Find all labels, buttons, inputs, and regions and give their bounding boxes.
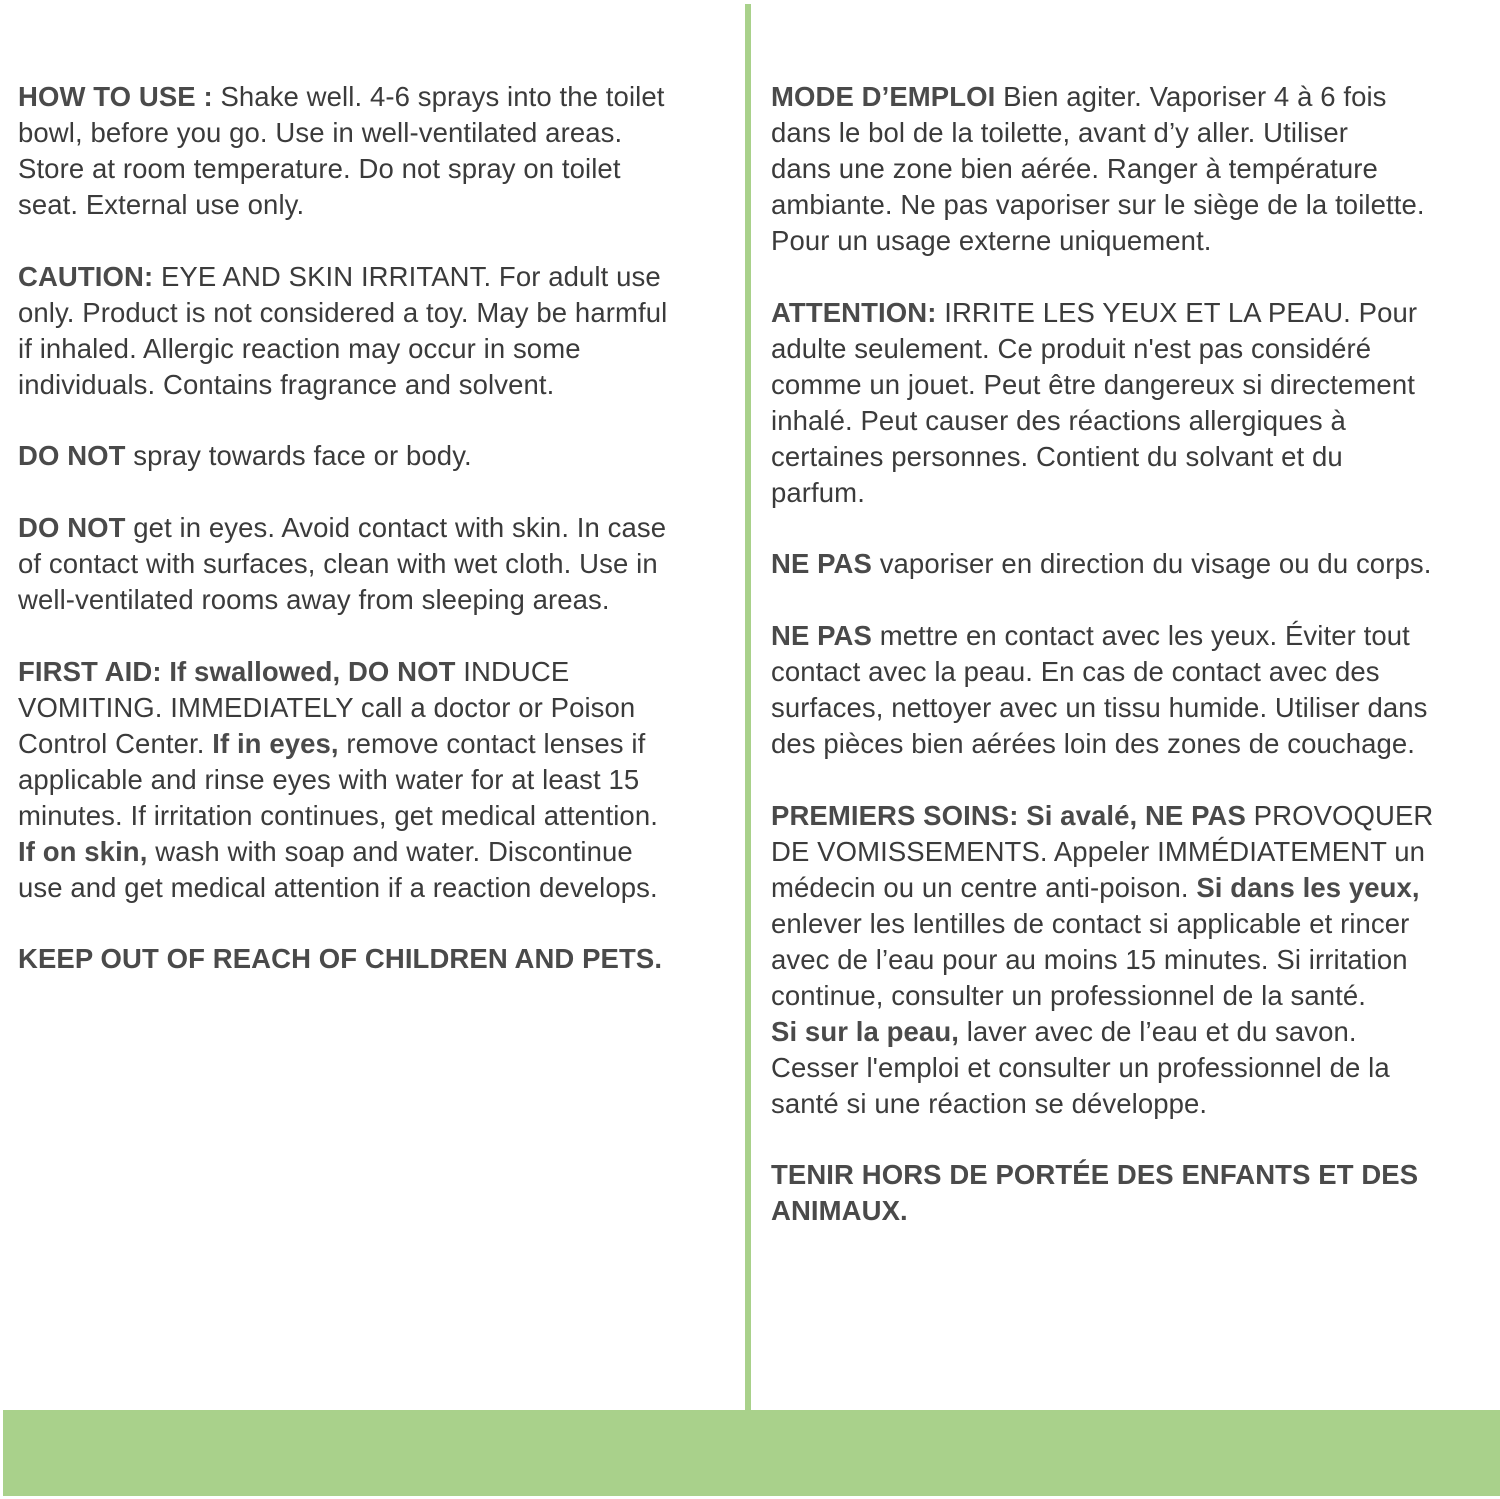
body-text: Pour un usage externe uniquement. (771, 225, 1212, 256)
body-text: EYE AND SKIN IRRITANT. For adult use (160, 260, 661, 292)
text-line (18, 367, 730, 403)
french-paragraph (771, 1157, 1496, 1229)
text-line (771, 1014, 1496, 1050)
bold-text: ATTENTION: (771, 296, 945, 328)
text-line (771, 870, 1496, 906)
text-line (771, 726, 1496, 762)
bold-text: FIRST AID: If swallowed, DO NOT (18, 655, 464, 687)
text-line (771, 439, 1496, 475)
text-line (771, 367, 1496, 403)
bold-text: MODE D’EMPLOI (771, 81, 1004, 112)
body-text: comme un jouet. Peut être dangereux si directement (771, 368, 1415, 400)
body-text: VOMITING. IMMEDIATELY call a doctor or Poison (18, 691, 636, 723)
body-text: Shake well. 4-6 sprays into the toilet (220, 81, 665, 112)
body-text: use and get medical attention if a reaction develops. (18, 871, 658, 903)
footer-bar (3, 1410, 1500, 1496)
french-paragraph (771, 295, 1496, 511)
text-line (771, 978, 1496, 1014)
text-line (18, 510, 730, 546)
body-text: certaines personnes. Contient du solvant et du (771, 440, 1343, 472)
french-paragraph (771, 546, 1496, 582)
body-text: mettre en contact avec les yeux. Éviter tout (879, 620, 1410, 652)
bold-text: DO NOT (18, 512, 134, 544)
text-line (18, 438, 730, 474)
english-paragraph (18, 510, 730, 618)
text-line (771, 295, 1496, 331)
text-line (771, 1050, 1496, 1086)
body-text: continue, consulter un professionnel de la santé. (771, 979, 1367, 1011)
english-instructions (18, 79, 730, 1013)
bold-text: Si dans les yeux, (1196, 871, 1420, 903)
english-paragraph (18, 654, 730, 906)
body-text: applicable and rinse eyes with water for at least 15 (18, 763, 640, 795)
french-paragraph (771, 618, 1496, 762)
french-paragraph (771, 798, 1496, 1122)
english-paragraph (18, 259, 730, 403)
body-text: remove contact lenses if (346, 727, 646, 759)
text-line (18, 546, 730, 582)
bold-text: CAUTION: (18, 260, 161, 292)
body-text: PROVOQUER (1253, 799, 1434, 831)
text-line (771, 690, 1496, 726)
body-text: contact avec la peau. En cas de contact avec des (771, 656, 1380, 688)
body-text: adulte seulement. Ce produit n'est pas considéré (771, 332, 1372, 364)
body-text: laver avec de l’eau et du savon. (966, 1015, 1357, 1047)
body-text: enlever les lentilles de contact si applicable et rincer (771, 907, 1410, 939)
text-line (18, 582, 730, 618)
body-text: Control Center. (18, 727, 213, 759)
body-text: individuals. Contains fragrance and solvent. (18, 368, 555, 400)
body-text: Store at room temperature. Do not spray on toilet (18, 153, 621, 184)
text-line (18, 654, 730, 690)
text-line (18, 870, 730, 906)
text-line (18, 79, 730, 115)
text-line (771, 618, 1496, 654)
body-text: dans une zone bien aérée. Ranger à température (771, 153, 1378, 184)
text-line (771, 331, 1496, 367)
text-line (18, 259, 730, 295)
text-line (18, 295, 730, 331)
body-text: of contact with surfaces, clean with wet cloth. Use in (18, 548, 658, 580)
text-line (771, 223, 1496, 259)
body-text: if inhaled. Allergic reaction may occur in some (18, 332, 581, 364)
body-text: spray towards face or body. (133, 440, 472, 472)
bold-text: NE PAS (771, 548, 880, 580)
text-line (18, 798, 730, 834)
body-text: santé si une réaction se développe. (771, 1087, 1208, 1119)
text-line (18, 726, 730, 762)
text-line (18, 331, 730, 367)
body-text: bowl, before you go. Use in well-ventilated areas. (18, 117, 623, 148)
text-line (771, 1193, 1496, 1229)
text-line (771, 942, 1496, 978)
bold-text: Si sur la peau, (771, 1015, 967, 1047)
english-paragraph (18, 438, 730, 474)
bold-text: NE PAS (771, 620, 880, 652)
text-line (771, 475, 1496, 511)
body-text: IRRITE LES YEUX ET LA PEAU. Pour (944, 296, 1418, 328)
text-line (771, 798, 1496, 834)
body-text: surfaces, nettoyer avec un tissu humide. Utiliser dans (771, 692, 1428, 724)
body-text: inhalé. Peut causer des réactions allergiques à (771, 404, 1346, 436)
text-line (771, 1086, 1496, 1122)
body-text: INDUCE (463, 655, 570, 687)
text-line (771, 79, 1496, 115)
center-divider (745, 4, 751, 1410)
text-line (771, 1157, 1496, 1193)
body-text: Cesser l'emploi et consulter un professionnel de la (771, 1051, 1390, 1083)
english-paragraph (18, 79, 730, 223)
body-text: minutes. If irritation continues, get medical attention. (18, 799, 658, 831)
text-line (18, 834, 730, 870)
text-line (771, 115, 1496, 151)
text-line (18, 115, 730, 151)
text-line (771, 403, 1496, 439)
body-text: wash with soap and water. Discontinue (155, 835, 633, 867)
text-line (18, 941, 730, 977)
bold-text: HOW TO USE : (18, 81, 221, 112)
bold-text: If on skin, (18, 835, 156, 867)
body-text: dans le bol de la toilette, avant d’y aller. Utiliser (771, 117, 1348, 148)
text-line (771, 187, 1496, 223)
bold-text: ANIMAUX. (771, 1195, 908, 1227)
body-text: des pièces bien aérées loin des zones de couchage. (771, 728, 1416, 760)
body-text: DE VOMISSEMENTS. Appeler IMMÉDIATEMENT un (771, 835, 1426, 867)
text-line (771, 151, 1496, 187)
bold-text: TENIR HORS DE PORTÉE DES ENFANTS ET DES (771, 1159, 1419, 1191)
body-text: Bien agiter. Vaporiser 4 à 6 fois (1003, 81, 1387, 112)
bold-text: If in eyes, (212, 727, 347, 759)
body-text: avec de l’eau pour au moins 15 minutes. Si irritation (771, 943, 1408, 975)
body-text: well-ventilated rooms away from sleeping areas. (18, 584, 610, 616)
body-text: only. Product is not considered a toy. May be harmful (18, 296, 668, 328)
body-text: get in eyes. Avoid contact with skin. In case (133, 512, 667, 544)
text-line (771, 546, 1496, 582)
body-text: médecin ou un centre anti-poison. (771, 871, 1197, 903)
text-line (771, 906, 1496, 942)
text-line (771, 834, 1496, 870)
french-instructions (771, 79, 1496, 1265)
text-line (18, 762, 730, 798)
text-line (18, 187, 730, 223)
body-text: parfum. (771, 476, 865, 508)
text-line (771, 654, 1496, 690)
body-text: ambiante. Ne pas vaporiser sur le siège de la toilette. (771, 189, 1425, 220)
english-paragraph (18, 941, 730, 977)
bold-text: PREMIERS SOINS: Si avalé, NE PAS (771, 799, 1254, 831)
bold-text: DO NOT (18, 440, 134, 472)
french-paragraph (771, 79, 1496, 259)
body-text: seat. External use only. (18, 189, 305, 220)
text-line (18, 690, 730, 726)
body-text: vaporiser en direction du visage ou du corps. (879, 548, 1432, 580)
text-line (18, 151, 730, 187)
bold-text: KEEP OUT OF REACH OF CHILDREN AND PETS. (18, 943, 663, 975)
